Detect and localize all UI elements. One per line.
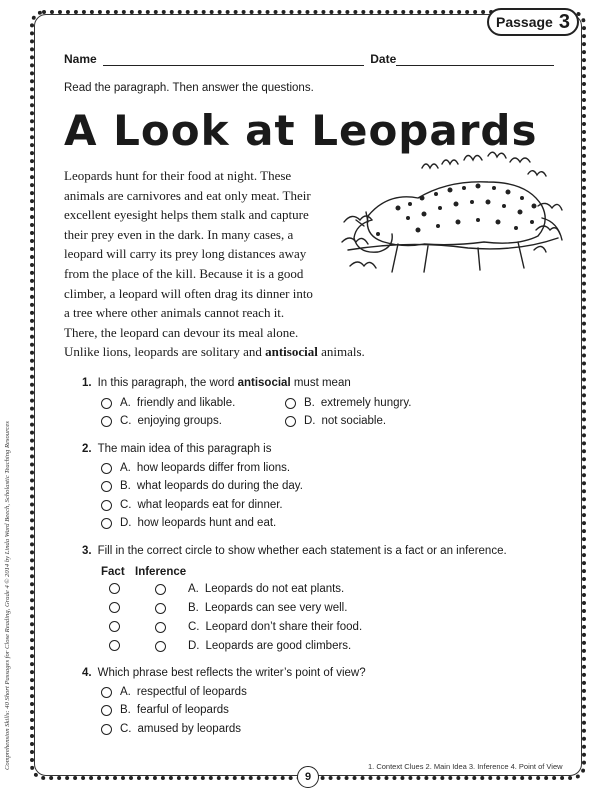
side-credit: Comprehension Skills: 40 Short Passages for Close Reading, Grade 4 © 2014 by Linda Ward Beech, Scholastic Teaching Resources (4, 421, 11, 770)
option-letter: D. (304, 415, 316, 427)
fact-column-header: Fact (101, 566, 125, 578)
q3-statement-a[interactable] (155, 583, 344, 595)
name-label: Name (64, 52, 97, 66)
option-letter: A. (120, 462, 131, 474)
q3-statement-c[interactable] (155, 621, 362, 633)
option-text: amused by leopards (137, 723, 242, 735)
paragraph-line: from the place of the kill. Because it is a good (64, 265, 304, 281)
paragraph-line: leopard will carry its prey long distances away (64, 246, 307, 262)
option-text: respectful of leopards (136, 686, 247, 698)
answer-circle[interactable] (101, 705, 112, 716)
answer-circle[interactable] (109, 602, 120, 613)
name-field[interactable] (103, 53, 365, 66)
page-number: 9 (297, 766, 319, 788)
paragraph-line: excellent eyesight helps them stalk and capture (64, 207, 309, 223)
date-field[interactable] (396, 53, 554, 66)
option-letter: A. (120, 397, 131, 409)
paragraph-text: Unlike lions, leopards are solitary and (64, 344, 266, 360)
option-text: extremely hungry. (320, 397, 412, 409)
question-text: Fill in the correct circle to show whether each statement is a fact or an inference. (97, 545, 507, 557)
passage-label: Passage (496, 14, 553, 30)
answer-circle[interactable] (101, 518, 112, 529)
passage-tab (487, 8, 579, 36)
option-letter: D. (188, 640, 200, 652)
option-letter: C. (120, 415, 132, 427)
option-text: what leopards eat for dinner. (137, 499, 283, 511)
paragraph-line: animals are carnivores and eat only meat. Their (64, 187, 311, 203)
bold-word: antisocial (237, 377, 291, 389)
q3-fact-circle-b[interactable] (109, 602, 128, 613)
option-text: friendly and likable. (136, 397, 236, 409)
option-letter: B. (188, 602, 199, 614)
answer-circle[interactable] (101, 416, 112, 427)
question-text: Which phrase best reflects the writer’s point of view? (97, 667, 366, 679)
paragraph-line: climber, a leopard will often drag its dinner into (64, 285, 313, 301)
answer-circle[interactable] (155, 622, 166, 633)
answer-circle[interactable] (285, 398, 296, 409)
option-text: enjoying groups. (137, 415, 222, 427)
option-text: Leopards do not eat plants. (204, 583, 345, 595)
question-4 (82, 667, 366, 679)
q1-option-b[interactable] (285, 397, 411, 409)
q4-option-c[interactable] (101, 723, 241, 735)
question-text: In this paragraph, the word (97, 377, 238, 389)
paragraph-line: There, the leopard can devour its meal alone. (64, 324, 299, 340)
instructions: Read the paragraph. Then answer the questions. (64, 82, 314, 94)
question-3 (82, 545, 507, 557)
q4-option-b[interactable] (101, 704, 229, 716)
option-text: Leopards are good climbers. (205, 640, 352, 652)
answer-circle[interactable] (101, 500, 112, 511)
question-number: 3. (82, 545, 92, 557)
paragraph-text: animals. (317, 344, 365, 360)
option-letter: B. (120, 704, 131, 716)
option-text: not sociable. (321, 415, 387, 427)
name-date-row (64, 52, 554, 66)
q2-option-b[interactable] (101, 480, 303, 492)
answer-circle[interactable] (109, 583, 120, 594)
paragraph-last-line (64, 342, 394, 362)
option-letter: C. (120, 723, 132, 735)
question-1 (82, 377, 351, 389)
option-letter: A. (188, 583, 199, 595)
option-text: fearful of leopards (136, 704, 229, 716)
skills-footer: 1. Context Clues 2. Main Idea 3. Inference 4. Point of View (368, 762, 563, 771)
page-title: A Look at Leopards (64, 106, 538, 155)
q3-statement-d[interactable] (155, 640, 351, 652)
question-number: 1. (82, 377, 92, 389)
q3-fact-circle-c[interactable] (109, 621, 128, 632)
answer-circle[interactable] (101, 463, 112, 474)
answer-circle[interactable] (285, 416, 296, 427)
bold-word: antisocial (265, 344, 318, 360)
q1-option-a[interactable] (101, 397, 235, 409)
date-label: Date (370, 52, 397, 66)
paragraph-line: Leopards hunt for their food at night. These (64, 168, 292, 183)
q2-option-d[interactable] (101, 517, 276, 529)
question-text: must mean (290, 377, 351, 389)
option-letter: B. (120, 480, 131, 492)
option-text: Leopard don’t share their food. (205, 621, 363, 633)
q4-option-a[interactable] (101, 686, 247, 698)
question-number: 4. (82, 667, 92, 679)
option-letter: C. (120, 499, 132, 511)
q1-option-c[interactable] (101, 415, 222, 427)
option-letter: A. (120, 686, 131, 698)
answer-circle[interactable] (155, 584, 166, 595)
paragraph-line: a tree where other animals cannot reach it. (64, 305, 285, 321)
answer-circle[interactable] (155, 603, 166, 614)
q2-option-c[interactable] (101, 499, 283, 511)
option-text: how leopards hunt and eat. (137, 517, 277, 529)
answer-circle[interactable] (101, 687, 112, 698)
answer-circle[interactable] (155, 641, 166, 652)
q2-option-a[interactable] (101, 462, 290, 474)
answer-circle[interactable] (101, 724, 112, 735)
question-2 (82, 443, 271, 455)
leopard-illustration (338, 146, 566, 282)
option-text: Leopards can see very well. (204, 602, 348, 614)
inference-column-header: Inference (135, 566, 187, 578)
answer-circle[interactable] (109, 621, 120, 632)
option-letter: C. (188, 621, 200, 633)
option-letter: D. (120, 517, 132, 529)
passage-number: 3 (558, 10, 570, 33)
q3-fact-circle-a[interactable] (109, 583, 128, 594)
q1-option-d[interactable] (285, 415, 386, 427)
answer-circle[interactable] (101, 481, 112, 492)
q3-fact-circle-d[interactable] (109, 640, 128, 651)
option-letter: B. (304, 397, 315, 409)
paragraph-line: their prey even in the dark. In many cases, a (64, 226, 294, 242)
answer-circle[interactable] (109, 640, 120, 651)
question-number: 2. (82, 443, 92, 455)
option-text: what leopards do during the day. (136, 480, 303, 492)
answer-circle[interactable] (101, 398, 112, 409)
q3-statement-b[interactable] (155, 602, 347, 614)
question-text: The main idea of this paragraph is (97, 443, 272, 455)
option-text: how leopards differ from lions. (136, 462, 291, 474)
